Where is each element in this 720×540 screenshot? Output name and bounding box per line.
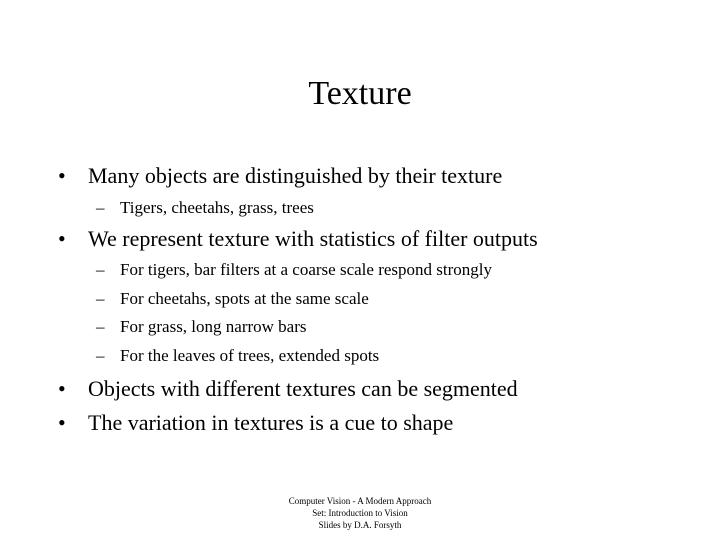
bullet-text: Objects with different textures can be segmented	[88, 376, 518, 401]
bullet-marker: •	[58, 226, 66, 251]
slide-title: Texture	[308, 75, 412, 112]
sub-bullet-text: Tigers, cheetahs, grass, trees	[120, 198, 314, 217]
bullet-text: We represent texture with statistics of filter outputs	[88, 226, 538, 251]
footer-line: Computer Vision - A Modern Approach	[288, 496, 432, 506]
sub-bullet-marker: –	[96, 198, 105, 217]
sub-bullet-text: For tigers, bar filters at a coarse scale respond strongly	[120, 260, 492, 279]
bullet-marker: •	[58, 376, 66, 401]
sub-bullet-marker: –	[96, 317, 105, 336]
sub-bullet-text: For cheetahs, spots at the same scale	[120, 289, 369, 308]
sub-bullet-text: For the leaves of trees, extended spots	[120, 346, 380, 365]
bullet-text: The variation in textures is a cue to shape	[88, 410, 454, 435]
slide-footer	[260, 495, 460, 531]
sub-bullet-marker: –	[96, 260, 105, 279]
footer-line: Slides by D.A. Forsyth	[318, 520, 402, 530]
sub-bullet-marker: –	[96, 346, 105, 365]
footer-line: Set: Introduction to Vision	[312, 508, 408, 518]
sub-bullet-text: For grass, long narrow bars	[120, 317, 307, 336]
bullet-text: Many objects are distinguished by their texture	[88, 163, 503, 188]
sub-bullet-marker: –	[96, 289, 105, 308]
bullet-marker: •	[58, 410, 66, 435]
bullet-marker: •	[58, 163, 66, 188]
